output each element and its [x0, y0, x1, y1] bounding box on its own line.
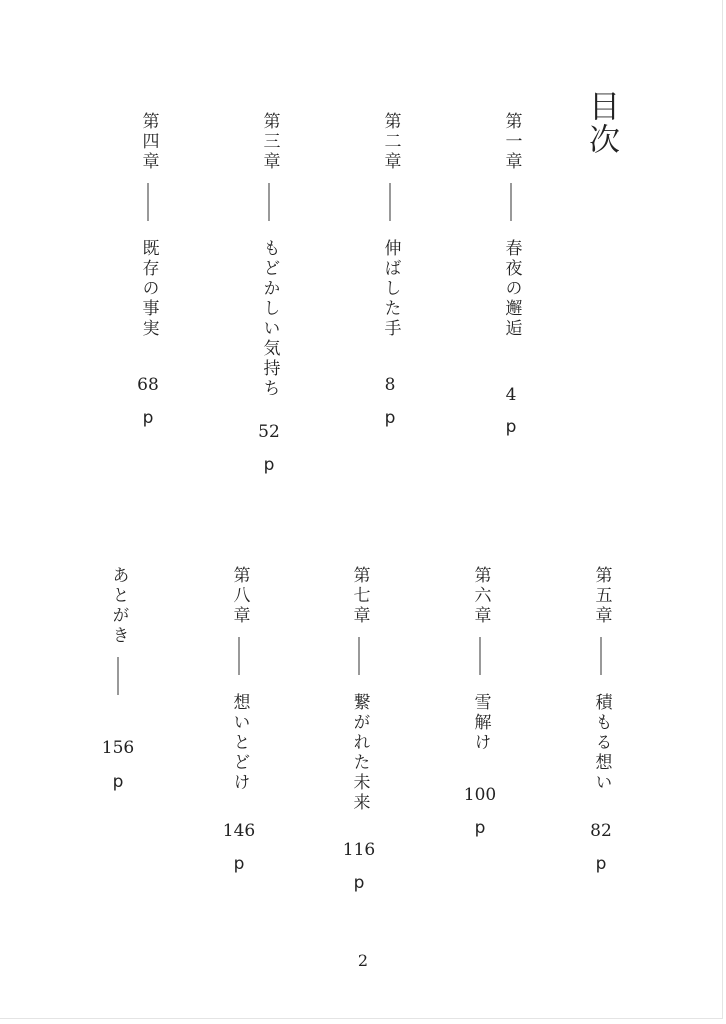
page-number: 52 — [258, 422, 280, 442]
page-unit: p — [233, 854, 245, 874]
entry-dash — [390, 183, 391, 221]
chapter-name: あとがき — [108, 566, 129, 646]
page-unit: p — [112, 772, 124, 792]
page-unit: p — [505, 417, 517, 437]
chapter-name: 春夜の邂逅 — [501, 239, 522, 339]
entry-dash — [480, 637, 481, 675]
entry-dash — [239, 637, 240, 675]
page-number: 82 — [590, 821, 612, 841]
entry-dash — [118, 657, 119, 695]
toc-title: 目次 — [583, 90, 619, 156]
entry-dash — [359, 637, 360, 675]
chapter-name: 積もる想い — [591, 693, 612, 793]
page-number: 116 — [342, 840, 376, 860]
page-number: 146 — [222, 821, 256, 841]
chapter-label: 第五章 — [591, 566, 612, 626]
page-number: 68 — [137, 375, 159, 395]
chapter-label: 第三章 — [259, 112, 280, 172]
entry-dash — [269, 183, 270, 221]
chapter-name: もどかしい気持ち — [259, 239, 280, 399]
page-folio: 2 — [357, 951, 369, 970]
chapter-label: 第八章 — [229, 566, 250, 626]
page-unit: p — [384, 408, 396, 428]
page-number: 100 — [463, 785, 497, 805]
page-number: 8 — [384, 375, 396, 395]
chapter-name: 雪解け — [470, 693, 491, 753]
page-number: 4 — [505, 385, 517, 405]
chapter-label: 第一章 — [501, 112, 522, 172]
entry-dash — [601, 637, 602, 675]
chapter-label: 第七章 — [349, 566, 370, 626]
entry-dash — [148, 183, 149, 221]
page-unit: p — [353, 873, 365, 893]
chapter-name: 想いとどけ — [229, 693, 250, 793]
chapter-name: 伸ばした手 — [380, 239, 401, 339]
page-unit: p — [595, 854, 607, 874]
page-number: 156 — [101, 738, 135, 758]
page-unit: p — [142, 408, 154, 428]
chapter-label: 第六章 — [470, 566, 491, 626]
page-unit: p — [263, 455, 275, 475]
entry-dash — [511, 183, 512, 221]
page-unit: p — [474, 818, 486, 838]
chapter-label: 第二章 — [380, 112, 401, 172]
chapter-label: 第四章 — [138, 112, 159, 172]
chapter-name: 繋がれた未来 — [349, 693, 370, 813]
chapter-name: 既存の事実 — [138, 239, 159, 339]
